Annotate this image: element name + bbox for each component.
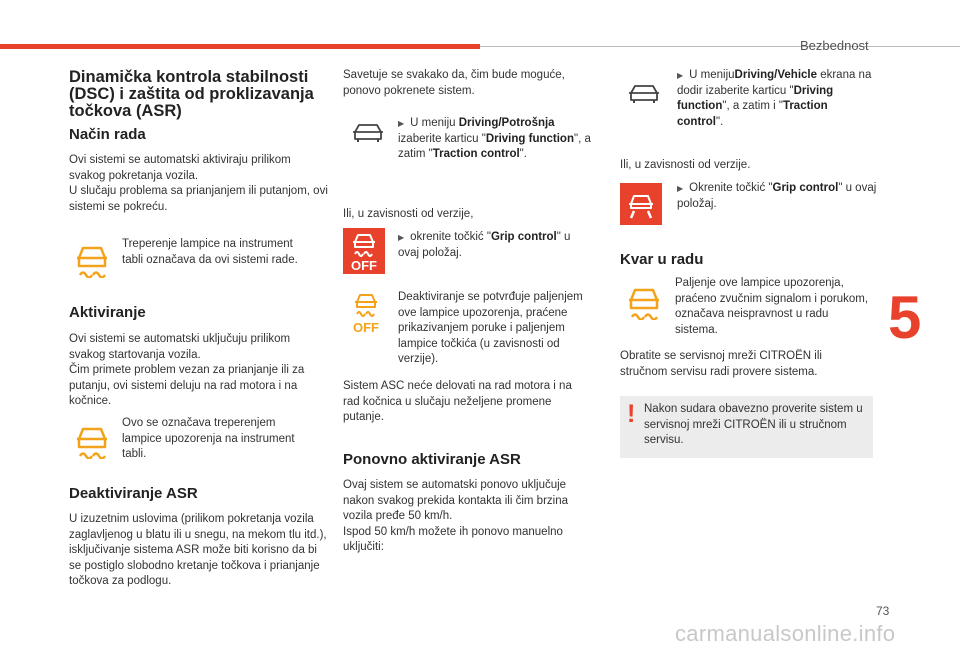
- esp-off-warning-icon: [346, 291, 386, 337]
- kvar-heading: Kvar u radu: [620, 251, 704, 268]
- rada-text: [69, 153, 329, 215]
- off-label: OFF: [351, 258, 377, 273]
- esp-off-orange-symbol: [352, 291, 380, 317]
- car-vehicle-icon: [627, 83, 661, 105]
- rada-heading: Način rada: [69, 126, 146, 143]
- section-title: Bezbednost: [800, 38, 869, 53]
- deakt-para: U izuzetnim uslovima (prilikom pokretanja vozila zaglavljenog u blatu ili u snegu, na mekom tlu itd.), isključivanje sistema ASR može biti korisno da bi se postiglo slobodno kretanje točkova i prianjanje točkova za podlogu.: [69, 513, 327, 587]
- header-accent-bar: [0, 44, 480, 49]
- aktiviranje-para-1: Ovi sistemi se automatski uključuju prilikom svakog startovanja vozila.: [69, 333, 291, 361]
- kvar-icon-text: Paljenje ove lampice upozorenja, praćeno zvučnim signalom i porukom, označava neispravnost u radu sistema.: [675, 277, 869, 336]
- aktiviranje-icon-text: Ovo se označava treperenjem lampice upozorenja na instrument tabli.: [122, 417, 295, 460]
- col2-menu-instruction: [398, 116, 598, 163]
- page-number: 73: [876, 604, 890, 618]
- watermark: carmanualsonline.info: [675, 621, 896, 646]
- col2-asc: [343, 379, 588, 426]
- deakt-heading: Deaktiviranje ASR: [69, 485, 198, 502]
- aktiviranje-heading-block: [69, 304, 146, 321]
- aktiviranje-icon-note: [122, 416, 312, 463]
- main-title: Dinamička kontrola stabilnosti (DSC) i zaštita od proklizavanja točkova (ASR): [69, 68, 314, 120]
- reakt-para-2: Ispod 50 km/h možete ih ponovo manuelno uključiti:: [343, 525, 563, 553]
- col3-menu-instruction: [677, 68, 877, 130]
- col2-ili: [343, 207, 473, 223]
- aktiviranje-heading: Aktiviranje: [69, 304, 146, 321]
- col2-deact-note: [398, 290, 596, 368]
- bullet-icon: ▶: [677, 71, 684, 80]
- reakt-heading-block: [343, 451, 521, 468]
- esp-fault-icon: [624, 284, 664, 320]
- reakt-text: [343, 478, 588, 556]
- traction-mode-icon: [620, 183, 662, 225]
- col3-ili-text: Ili, u zavisnosti od verzije.: [620, 159, 751, 171]
- kvar-heading-block: [620, 251, 703, 268]
- off-orange-label: OFF: [353, 320, 379, 335]
- main-title-block: [69, 69, 319, 120]
- rada-icon-text: Treperenje lampice na instrument tabli označava da ovi sistemi rade.: [122, 238, 298, 266]
- rada-para-2: U slučaju problema sa prianjanjem ili putanjom, ovi sistemi se pokreću.: [69, 185, 328, 213]
- col2-deact-text: Deaktiviranje se potvrđuje paljenjem ove lampice upozorenja, praćene prikazivanjem poruke i paljenjem lampice točkića (u zavisnosti od verzije).: [398, 291, 583, 365]
- road-lane-icon: [626, 189, 656, 219]
- reakt-para-1: Ovaj sistem se automatski ponovo uključuje nakon svakog prekida kontakta ili čim brzina vozila pređe 50 km/h.: [343, 479, 569, 522]
- col2-asc-text: Sistem ASC neće delovati na rad motora i na rad kočnica u slučaju neželjene promene putanje.: [343, 380, 572, 423]
- reakt-heading: Ponovno aktiviranje ASR: [343, 451, 521, 468]
- grip-control-off-icon: [343, 228, 385, 274]
- rada-heading-block: [69, 126, 146, 143]
- kvar-text: [620, 349, 865, 380]
- col3-grip-instruction: [677, 181, 877, 212]
- bullet-icon: ▶: [398, 233, 405, 242]
- deakt-heading-block: [69, 485, 198, 502]
- esp-flashing-icon: [72, 242, 112, 278]
- rada-icon-note: [122, 237, 312, 268]
- esp-off-symbol: [350, 231, 378, 257]
- chapter-number: 5: [888, 284, 922, 351]
- warning-text: Nakon sudara obavezno proverite sistem u servisnoj mreži CITROËN ili u stručnom servisu.: [644, 403, 863, 446]
- col2-menu-text: ▶ U meniju Driving/Potrošnja izaberite karticu "Driving function", a zatim "Traction control".: [398, 117, 591, 160]
- rada-para-1: Ovi sistemi se automatski aktiviraju prilikom svakog pokretanja vozila.: [69, 154, 291, 182]
- header-rule: [480, 46, 960, 47]
- bullet-icon: ▶: [398, 119, 405, 128]
- deakt-text: [69, 512, 331, 590]
- col2-ili-text: Ili, u zavisnosti od verzije,: [343, 208, 474, 220]
- aktiviranje-para-2: Čim primete problem vezan za prianjanje ili za putanju, ovi sistemi deluju na rad motora i na kočnice.: [69, 364, 305, 407]
- car-settings-icon: [351, 122, 385, 144]
- col2-grip-instruction: [398, 230, 593, 261]
- col3-ili: [620, 158, 750, 174]
- warning-note: [644, 402, 868, 449]
- aktiviranje-text: [69, 332, 329, 410]
- col3-grip-text: ▶ Okrenite točkić "Grip control" u ovaj položaj.: [677, 182, 877, 210]
- col3-menu-text: ▶ U menijuDriving/Vehicle ekrana na dodir izaberite karticu "Driving function", a zatim i "Traction control".: [677, 69, 872, 128]
- intro-text: Savetuje se svakako da, čim bude moguće, ponovo pokrenete sistem.: [343, 69, 565, 97]
- bullet-icon: ▶: [677, 184, 684, 193]
- esp-warning-icon: [72, 423, 112, 459]
- kvar-para: Obratite se servisnoj mreži CITROËN ili stručnom servisu radi provere sistema.: [620, 350, 822, 378]
- col2-intro: [343, 68, 591, 99]
- col2-grip-text: ▶ okrenite točkić "Grip control" u ovaj položaj.: [398, 231, 571, 259]
- kvar-icon-note: [675, 276, 870, 338]
- warning-exclamation-icon: !: [627, 400, 636, 428]
